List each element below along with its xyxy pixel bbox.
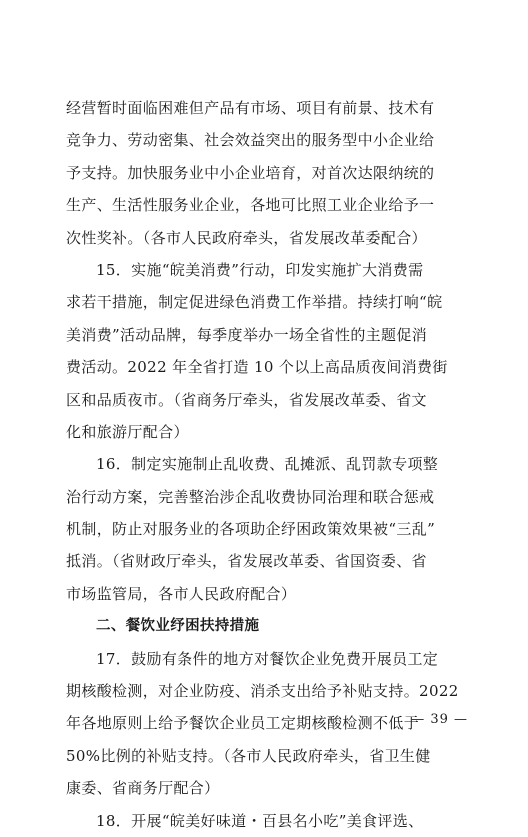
text-line: 化和旅游厅配合） [66, 422, 189, 441]
text-line: 予支持。加快服务业中小企业培育，对首次达限纳统的 [66, 163, 435, 182]
text-line: 康委、省商务厅配合） [66, 779, 220, 798]
text-line: 竞争力、劳动密集、社会效益突出的服务型中小企业给 [66, 131, 435, 150]
text-line: 18．开展“皖美好味道・百县名小吃”美食评选、 [96, 811, 424, 830]
page-number: — 39 — [411, 712, 468, 727]
text-line: 经营暂时面临困难但产品有市场、项目有前景、技术有 [66, 99, 435, 117]
text-line: 年各地原则上给予餐饮企业员工定期核酸检测不低于 [66, 714, 420, 733]
body-text [66, 92, 466, 837]
text-line: 生产、生活性服务业企业，各地可比照工业企业给予一 [66, 196, 435, 215]
text-line: 市场监管局，各市人民政府配合） [66, 584, 297, 603]
text-line: 次性奖补。（各市人民政府牵头，省发展改革委配合） [66, 228, 427, 247]
text-line: 15．实施“皖美消费”行动，印发实施扩大消费需 [96, 260, 424, 279]
text-line: 50%比例的补贴支持。（各市人民政府牵头，省卫生健 [66, 746, 431, 765]
text-line: 17．鼓励有条件的地方对餐饮企业免费开展员工定 [96, 649, 439, 668]
text-line: 美消费”活动品牌，每季度举办一场全省性的主题促消 [66, 325, 428, 344]
text-line: 费活动。2022 年全省打造 10 个以上高品质夜间消费街 [66, 358, 448, 377]
text-line: 抵消。（省财政厅牵头，省发展改革委、省国资委、省 [66, 552, 427, 571]
section-heading: 二、餐饮业纾困扶持措施 [96, 618, 260, 635]
text-line: 治行动方案，完善整治涉企乱收费协同治理和联合惩戒 [66, 487, 435, 506]
text-line: 期核酸检测，对企业防疫、消杀支出给予补贴支持。2022 [66, 682, 459, 701]
text-line: 区和品质夜市。（省商务厅牵头，省发展改革委、省文 [66, 390, 427, 409]
text-line: 机制，防止对服务业的各项助企纾困政策效果被“三乱” [66, 520, 436, 539]
text-line: 求若干措施，制定促进绿色消费工作举措。持续打响“皖 [66, 293, 443, 312]
text-line: 16．制定实施制止乱收费、乱摊派、乱罚款专项整 [96, 455, 439, 474]
